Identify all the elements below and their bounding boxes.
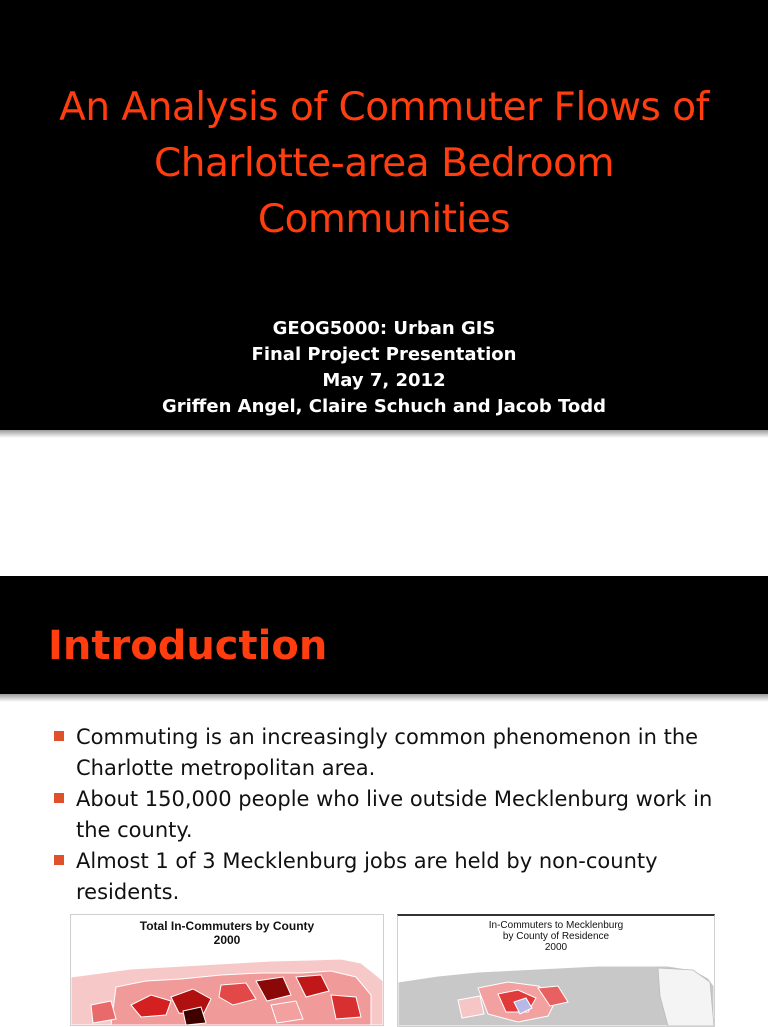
intro-bullet-list bbox=[52, 722, 752, 908]
presentation-subtitle bbox=[0, 316, 768, 420]
map-title-line-2: by County of Residence bbox=[502, 931, 610, 942]
presentation-authors: Griffen Angel, Claire Schuch and Jacob Todd bbox=[161, 396, 607, 417]
square-bullet-icon bbox=[54, 731, 64, 741]
presentation-date: May 7, 2012 bbox=[322, 370, 446, 391]
bullet-text: About 150,000 people who live outside Mecklenburg work in the county. bbox=[76, 787, 713, 842]
slide-divider bbox=[0, 430, 768, 438]
map-title bbox=[71, 919, 383, 947]
in-commuters-county-map bbox=[70, 914, 384, 1026]
presentation-type: Final Project Presentation bbox=[251, 344, 517, 365]
map-title-year: 2000 bbox=[544, 942, 568, 953]
map-title-year: 2000 bbox=[213, 933, 241, 947]
course-name: GEOG5000: Urban GIS bbox=[272, 318, 496, 339]
map-title bbox=[398, 920, 714, 953]
header-divider bbox=[0, 694, 768, 702]
title-line-1: An Analysis of Commuter Flows of bbox=[59, 85, 709, 130]
bullet-item bbox=[52, 784, 752, 846]
title-slide bbox=[0, 0, 768, 430]
bullet-text: Commuting is an increasingly common phenomenon in the Charlotte metropolitan area. bbox=[76, 725, 699, 780]
bullet-text: Almost 1 of 3 Mecklenburg jobs are held by non-county residents. bbox=[76, 849, 658, 904]
title-line-3: Communities bbox=[257, 197, 511, 242]
bullet-item bbox=[52, 722, 752, 784]
bullet-item bbox=[52, 846, 752, 908]
mecklenburg-in-commuters-map bbox=[397, 914, 715, 1027]
presentation-title bbox=[20, 80, 748, 248]
intro-slide-title: Introduction bbox=[48, 623, 328, 669]
map-title-line-1: In-Commuters to Mecklenburg bbox=[488, 920, 624, 931]
title-line-2: Charlotte-area Bedroom bbox=[154, 141, 614, 186]
square-bullet-icon bbox=[54, 855, 64, 865]
square-bullet-icon bbox=[54, 793, 64, 803]
map-title-line-1: Total In-Commuters by County bbox=[139, 919, 315, 933]
